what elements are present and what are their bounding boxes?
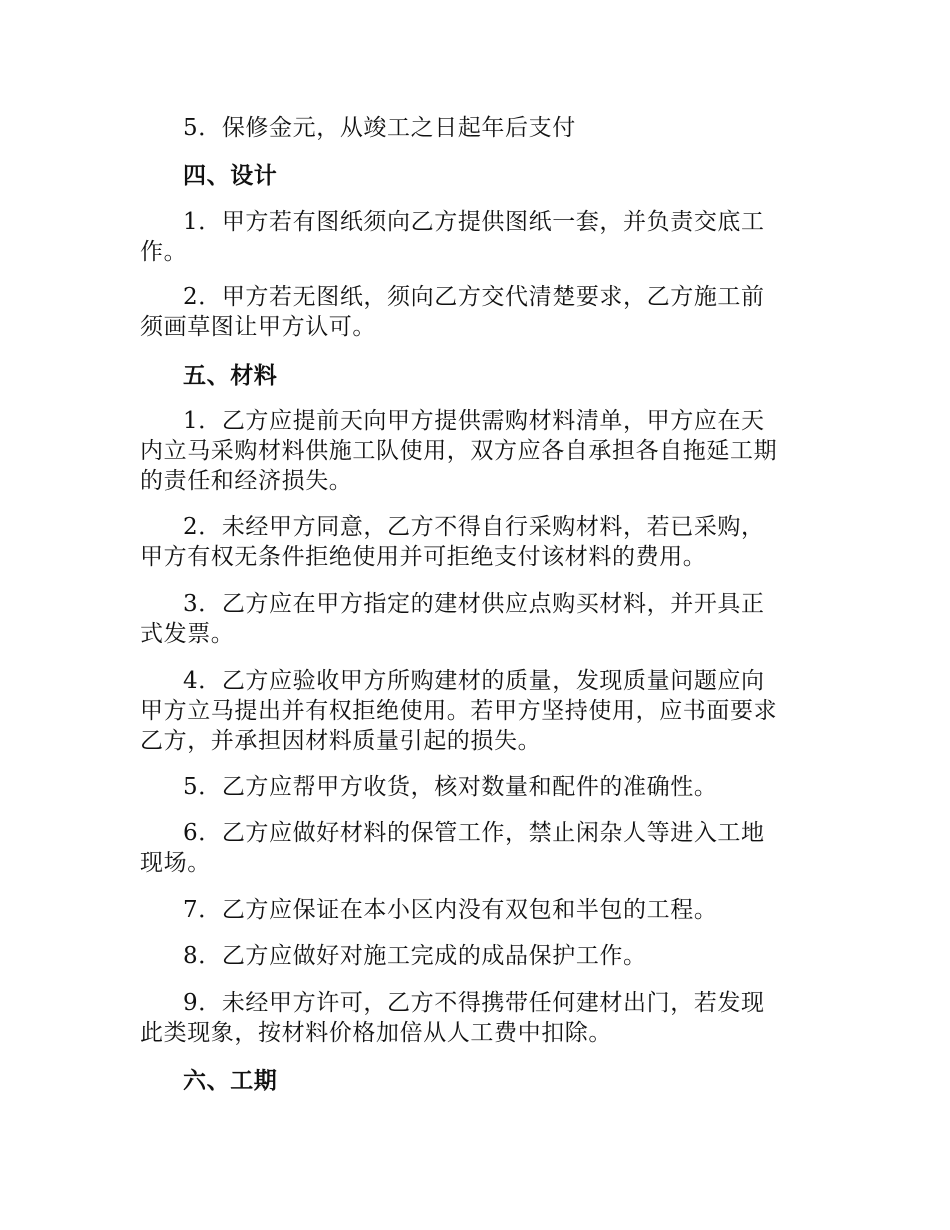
paragraph-line: 的责任和经济损失。 bbox=[140, 468, 353, 494]
paragraph-line: 3．乙方应在甲方指定的建材供应点购买材料，并开具正 bbox=[183, 591, 765, 617]
paragraph-line: 4．乙方应验收甲方所购建材的质量，发现质量问题应向 bbox=[183, 668, 765, 694]
section-heading: 四、设计 bbox=[183, 162, 278, 189]
paragraph-line: 甲方有权无条件拒绝使用并可拒绝支付该材料的费用。 bbox=[140, 544, 707, 570]
paragraph-line: 内立马采购材料供施工队使用，双方应各自承担各自拖延工期 bbox=[140, 438, 778, 464]
paragraph-line: 式发票。 bbox=[140, 621, 235, 647]
paragraph-line: 作。 bbox=[140, 239, 188, 265]
paragraph-line: 1．甲方若有图纸须向乙方提供图纸一套，并负责交底工 bbox=[183, 209, 765, 235]
paragraph-line: 2．未经甲方同意，乙方不得自行采购材料，若已采购， bbox=[183, 514, 765, 540]
paragraph-line: 6．乙方应做好材料的保管工作，禁止闲杂人等进入工地 bbox=[183, 820, 765, 846]
paragraph-line: 甲方立马提出并有权拒绝使用。若甲方坚持使用，应书面要求 bbox=[140, 698, 778, 724]
paragraph-line: 7．乙方应保证在本小区内没有双包和半包的工程。 bbox=[183, 897, 718, 923]
paragraph-line: 9．未经甲方许可，乙方不得携带任何建材出门，若发现 bbox=[183, 990, 765, 1016]
paragraph-line: 乙方，并承担因材料质量引起的损失。 bbox=[140, 728, 542, 754]
paragraph-line: 须画草图让甲方认可。 bbox=[140, 314, 376, 340]
paragraph-line: 现场。 bbox=[140, 850, 211, 876]
paragraph-line: 8．乙方应做好对施工完成的成品保护工作。 bbox=[183, 943, 647, 969]
section-heading: 六、工期 bbox=[183, 1067, 278, 1094]
section-heading: 五、材料 bbox=[183, 362, 278, 389]
paragraph-line: 1．乙方应提前天向甲方提供需购材料清单，甲方应在天 bbox=[183, 408, 765, 434]
paragraph-line: 此类现象，按材料价格加倍从人工费中扣除。 bbox=[140, 1020, 612, 1046]
paragraph-line: 5．乙方应帮甲方收货，核对数量和配件的准确性。 bbox=[183, 774, 718, 800]
paragraph-line: 2．甲方若无图纸，须向乙方交代清楚要求，乙方施工前 bbox=[183, 284, 765, 310]
paragraph-line: 5．保修金元，从竣工之日起年后支付 bbox=[183, 115, 576, 141]
